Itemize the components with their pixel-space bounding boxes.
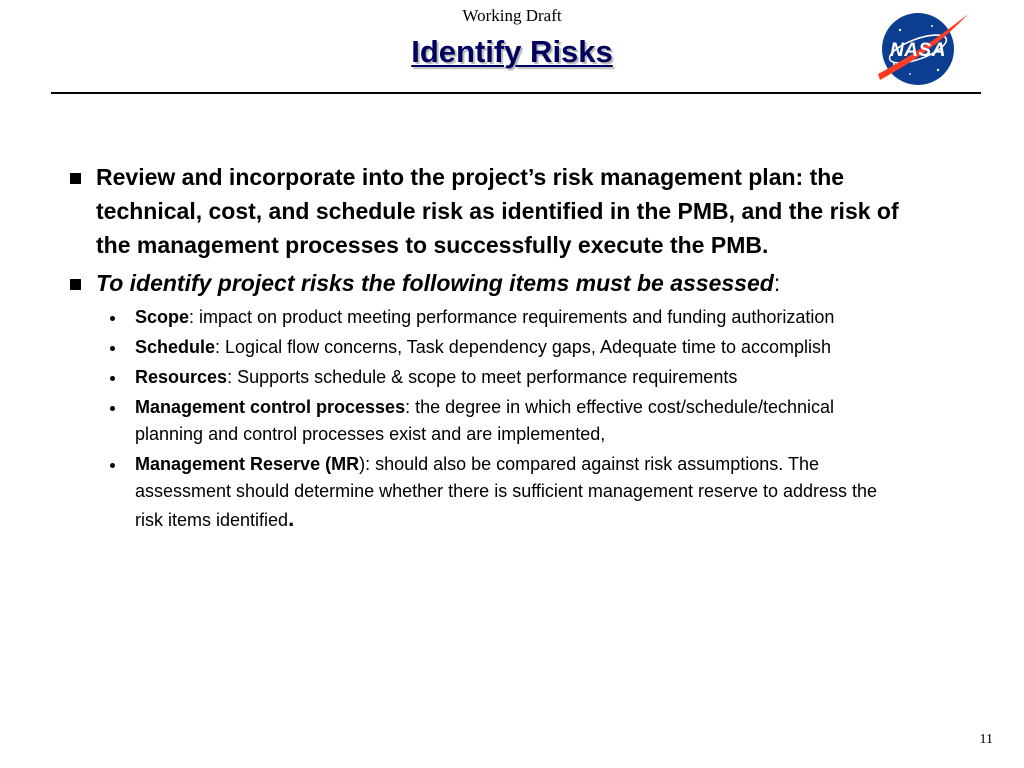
sub-bullet-end: .	[288, 506, 295, 531]
sub-bullet-text: : Logical flow concerns, Task dependency gaps, Adequate time to accomplish	[215, 337, 832, 357]
dot-bullet-icon	[110, 376, 115, 381]
bullet-item	[70, 160, 910, 262]
slide-body	[70, 160, 910, 537]
bullet-text: To identify project risks the following items must be assessed	[96, 270, 774, 296]
working-draft-label: Working Draft	[462, 6, 562, 25]
square-bullet-icon	[70, 173, 81, 184]
sub-bullet-term: Management control processes	[135, 397, 406, 417]
sub-bullet-text: : Supports schedule & scope to meet performance requirements	[227, 367, 738, 387]
logo-wordmark: NASA	[890, 40, 946, 61]
logo-star	[931, 25, 933, 27]
square-bullet-icon	[70, 279, 81, 290]
slide-title: Identify Risks	[411, 34, 613, 69]
dot-bullet-icon	[110, 346, 115, 351]
logo-star	[909, 73, 911, 75]
sub-bullet-item	[135, 451, 905, 534]
logo-star	[899, 29, 901, 31]
sub-bullet-text: : the degree in which effective cost/schedule/technical planning and control processes exist and are implemented,	[135, 397, 835, 444]
dot-bullet-icon	[110, 463, 115, 468]
sub-bullet-item	[135, 334, 905, 361]
dot-bullet-icon	[110, 406, 115, 411]
bullet-text: Review and incorporate into the project’s risk management plan: the technical, cost, and schedule risk as identified in the PMB, and the risk of the management processes to successfully execute the PMB.	[96, 164, 899, 258]
sub-bullet-item	[135, 364, 905, 391]
bullet-suffix: :	[773, 270, 781, 296]
dot-bullet-icon	[110, 316, 115, 321]
nasa-logo	[872, 8, 972, 88]
sub-bullet-text: : impact on product meeting performance requirements and funding authorization	[189, 307, 835, 327]
sub-bullet-term: Management Reserve (MR	[135, 454, 360, 474]
sub-bullet-term: Schedule	[135, 337, 216, 357]
sub-bullet-term: Scope	[135, 307, 190, 327]
sub-bullet-text: ): should also be compared against risk assumptions. The assessment should determine whether there is sufficient management reserve to address the risk items identified	[135, 454, 878, 530]
sub-bullet-term: Resources	[135, 367, 228, 387]
page-number: 11	[979, 732, 993, 747]
sub-bullet-item	[135, 394, 905, 448]
header-divider	[51, 92, 981, 94]
bullet-item	[70, 266, 910, 300]
sub-bullet-item	[135, 304, 905, 331]
logo-star	[937, 69, 939, 71]
